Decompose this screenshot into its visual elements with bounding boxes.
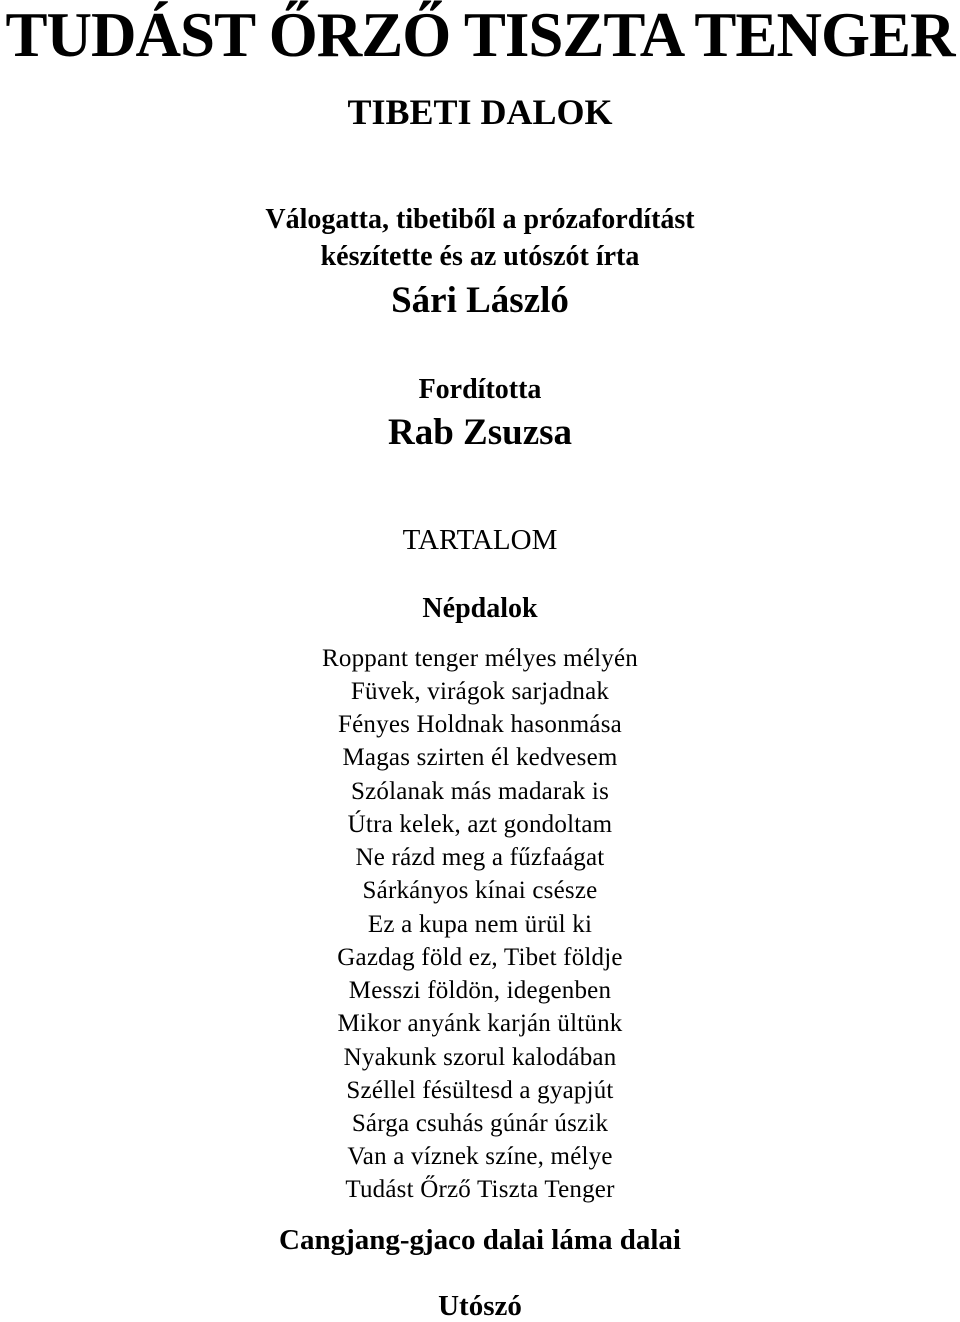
toc-item: Van a víznek színe, mélye	[347, 1143, 613, 1170]
book-subtitle: TIBETI DALOK	[347, 92, 613, 132]
toc-item: Magas szirten él kedvesem	[342, 744, 618, 771]
toc-item: Szólanak más madarak is	[351, 778, 609, 805]
toc-item: Mikor anyánk karján ültünk	[337, 1010, 623, 1037]
toc-item: Fényes Holdnak hasonmása	[338, 711, 622, 738]
toc-item: Sárkányos kínai csésze	[362, 877, 598, 904]
contents-heading: TARTALOM	[402, 524, 558, 556]
selection-credit-line-1: Válogatta, tibetiből a prózafordítást	[265, 204, 695, 235]
toc-item: Füvek, virágok sarjadnak	[350, 678, 610, 705]
toc-item: Ez a kupa nem ürül ki	[367, 911, 593, 938]
selection-credit-line-2: készítette és az utószót írta	[320, 241, 640, 272]
toc-item: Roppant tenger mélyes mélyén	[322, 645, 638, 672]
editor-name: Sári László	[391, 280, 569, 321]
toc-item: Messzi földön, idegenben	[348, 977, 612, 1004]
toc-item: Útra kelek, azt gondoltam	[347, 811, 613, 838]
toc-item: Tudást Őrző Tiszta Tenger	[345, 1176, 615, 1203]
toc-item: Ne rázd meg a fűzfaágat	[355, 844, 605, 871]
toc-item: Sárga csuhás gúnár úszik	[351, 1110, 609, 1137]
toc-section-title: Utószó	[438, 1290, 522, 1322]
toc-section-title: Népdalok	[422, 593, 538, 624]
book-title: TUDÁST ŐRZŐ TISZTA TENGER	[5, 0, 955, 70]
translator-name: Rab Zsuzsa	[387, 412, 573, 453]
toc-item: Széllel fésültesd a gyapjút	[346, 1077, 614, 1104]
toc-section-title: Cangjang-gjaco dalai láma dalai	[279, 1224, 681, 1256]
toc-item: Nyakunk szorul kalodában	[343, 1044, 617, 1071]
translation-credit-label: Fordította	[418, 374, 542, 405]
toc-item: Gazdag föld ez, Tibet földje	[337, 944, 623, 971]
